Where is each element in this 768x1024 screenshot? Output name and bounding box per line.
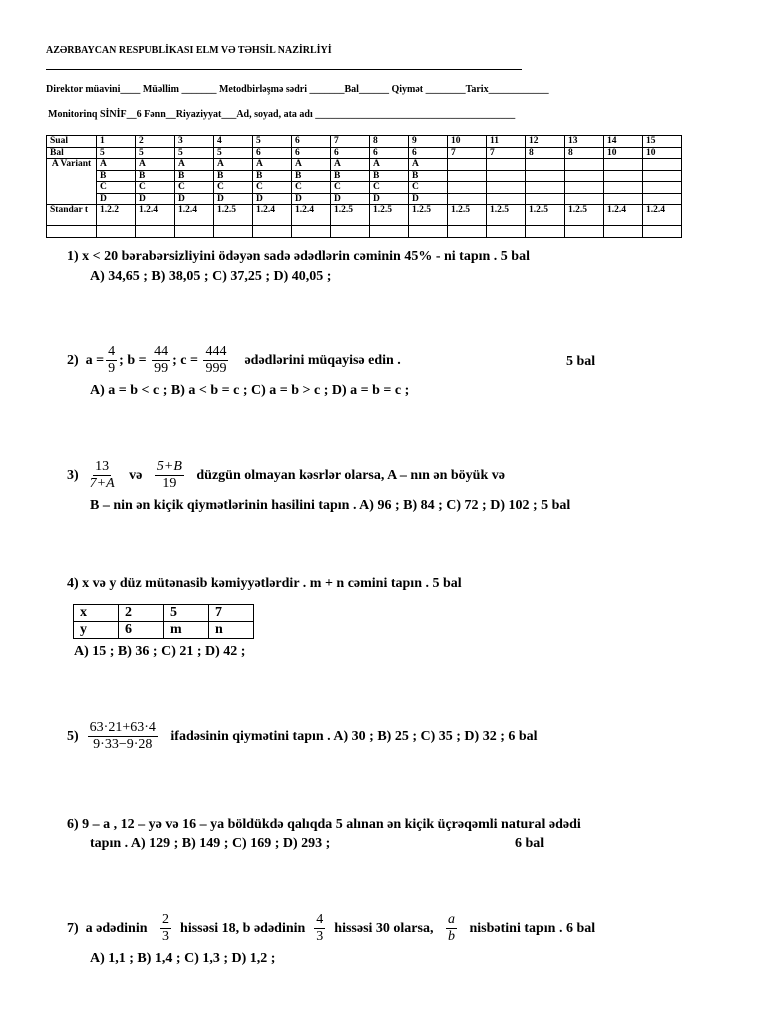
option-cell bbox=[604, 170, 643, 182]
proportion-table bbox=[73, 604, 254, 639]
question-number-cell: 2 bbox=[136, 136, 175, 148]
option-cell: A bbox=[331, 159, 370, 171]
option-cell: D bbox=[253, 193, 292, 205]
denominator: 3 bbox=[316, 929, 324, 944]
option-row bbox=[47, 170, 682, 182]
option-row bbox=[47, 182, 682, 194]
numerator: 63·21+63·4 bbox=[89, 720, 156, 735]
option-cell: A bbox=[292, 159, 331, 171]
option-cell: C bbox=[292, 182, 331, 194]
table-cell: n bbox=[209, 622, 254, 639]
fraction-b bbox=[152, 344, 170, 377]
empty-cell bbox=[214, 226, 253, 238]
option-cell bbox=[565, 159, 604, 171]
denominator: 99 bbox=[154, 361, 169, 376]
option-cell: C bbox=[175, 182, 214, 194]
question-text: düzgün olmayan kəsrlər olarsa, A – nın ən böyük və bbox=[196, 467, 505, 483]
option-cell: B bbox=[253, 170, 292, 182]
option-cell bbox=[487, 193, 526, 205]
option-cell: C bbox=[136, 182, 175, 194]
option-cell bbox=[643, 182, 682, 194]
row-label: Standar t bbox=[47, 205, 97, 226]
option-cell: C bbox=[97, 182, 136, 194]
empty-cell bbox=[604, 226, 643, 238]
header-signatures: Direktor müavini____ Müəllim _______ Metodbirləşmə sədri _______Bal______ Qiymət ________Tarix____________ bbox=[46, 84, 549, 95]
option-cell: A bbox=[214, 159, 253, 171]
empty-cell bbox=[331, 226, 370, 238]
header-student-info: Monitorinq SİNİF__6 Fənn__Riyaziyyat___Ad, soyad, ata adı ________________________________________ bbox=[48, 109, 516, 120]
option-cell: B bbox=[97, 170, 136, 182]
option-cell: D bbox=[175, 193, 214, 205]
table-cell: 5 bbox=[164, 605, 209, 622]
table-row bbox=[74, 605, 254, 622]
fraction-a bbox=[106, 344, 117, 377]
option-cell: D bbox=[331, 193, 370, 205]
header-rule bbox=[46, 69, 522, 70]
empty-cell bbox=[565, 226, 604, 238]
empty-cell bbox=[643, 226, 682, 238]
answer-table bbox=[46, 135, 682, 238]
option-cell: C bbox=[253, 182, 292, 194]
question-number-cell: 12 bbox=[526, 136, 565, 148]
option-cell: A bbox=[409, 159, 448, 171]
score-cell: 8 bbox=[565, 147, 604, 159]
standard-cell: 1.2.5 bbox=[370, 205, 409, 226]
question-2-answers: A) a = b < c ; B) a < b = c ; C) a = b > c ; D) a = b = c ; bbox=[90, 383, 410, 398]
score-cell: 7 bbox=[487, 147, 526, 159]
score-cell: 5 bbox=[136, 147, 175, 159]
option-cell: A bbox=[253, 159, 292, 171]
empty-cell bbox=[253, 226, 292, 238]
standard-cell: 1.2.5 bbox=[214, 205, 253, 226]
score-cell: 6 bbox=[370, 147, 409, 159]
question-6-line2: tapın . A) 129 ; B) 149 ; C) 169 ; D) 293 ; bbox=[90, 836, 331, 851]
table-cell: y bbox=[74, 622, 119, 639]
var-c: ; c = bbox=[172, 352, 198, 368]
option-cell: B bbox=[292, 170, 331, 182]
question-1: 1) x < 20 bərabərsizliyini ödəyən sadə ədədlərin cəminin 45% - ni tapın . 5 bal bbox=[67, 249, 530, 264]
option-cell bbox=[526, 170, 565, 182]
option-cell: C bbox=[214, 182, 253, 194]
score-cell: 6 bbox=[331, 147, 370, 159]
option-cell bbox=[487, 159, 526, 171]
table-cell: x bbox=[74, 605, 119, 622]
question-4-answers: A) 15 ; B) 36 ; C) 21 ; D) 42 ; bbox=[74, 644, 246, 659]
question-text: ədədlərini müqayisə edin . bbox=[244, 352, 401, 368]
option-cell: C bbox=[409, 182, 448, 194]
question-7 bbox=[67, 912, 595, 945]
numerator: 2 bbox=[162, 912, 170, 927]
empty-row bbox=[47, 226, 682, 238]
fraction-1 bbox=[88, 459, 117, 492]
numerator: 4 bbox=[316, 912, 324, 927]
question-6-score: 6 bal bbox=[515, 836, 545, 851]
numerator: 444 bbox=[205, 344, 227, 359]
empty-cell bbox=[487, 226, 526, 238]
conjunction: və bbox=[129, 467, 143, 483]
option-cell: D bbox=[409, 193, 448, 205]
numerator: 44 bbox=[154, 344, 169, 359]
question-number-cell: 11 bbox=[487, 136, 526, 148]
denominator: 3 bbox=[162, 929, 170, 944]
empty-cell bbox=[47, 226, 97, 238]
denominator: 7+A bbox=[89, 476, 115, 491]
denominator: 9 bbox=[108, 361, 116, 376]
row-label: Bal bbox=[47, 147, 97, 159]
option-row bbox=[47, 193, 682, 205]
option-cell: D bbox=[97, 193, 136, 205]
score-cell: 5 bbox=[97, 147, 136, 159]
question-2 bbox=[67, 344, 401, 377]
standard-cell: 1.2.5 bbox=[526, 205, 565, 226]
option-cell bbox=[526, 182, 565, 194]
fraction-1 bbox=[160, 912, 171, 945]
standard-row bbox=[47, 205, 682, 226]
row-label: Sual bbox=[47, 136, 97, 148]
score-cell: 8 bbox=[526, 147, 565, 159]
question-text: ifadəsinin qiymətini tapın . A) 30 ; B) 25 ; C) 35 ; D) 32 ; 6 bal bbox=[170, 728, 538, 744]
standard-cell: 1.2.5 bbox=[409, 205, 448, 226]
fraction-3 bbox=[446, 912, 457, 945]
question-number-cell: 6 bbox=[292, 136, 331, 148]
option-cell bbox=[643, 159, 682, 171]
question-text: a ədədinin bbox=[85, 920, 148, 936]
option-cell: A bbox=[370, 159, 409, 171]
empty-cell bbox=[409, 226, 448, 238]
denominator: 999 bbox=[205, 361, 227, 376]
expression-fraction bbox=[88, 720, 158, 753]
question-1-answers: A) 34,65 ; B) 38,05 ; C) 37,25 ; D) 40,05 ; bbox=[90, 269, 332, 284]
standard-cell: 1.2.2 bbox=[97, 205, 136, 226]
question-2-score: 5 bal bbox=[566, 354, 596, 369]
question-text: hissəsi 30 olarsa, bbox=[334, 920, 434, 936]
question-number-cell: 4 bbox=[214, 136, 253, 148]
question-number-cell: 3 bbox=[175, 136, 214, 148]
score-cell: 5 bbox=[175, 147, 214, 159]
var-a: a = bbox=[85, 352, 105, 368]
score-cell: 6 bbox=[409, 147, 448, 159]
empty-cell bbox=[175, 226, 214, 238]
option-cell bbox=[565, 193, 604, 205]
empty-cell bbox=[526, 226, 565, 238]
empty-cell bbox=[97, 226, 136, 238]
row-label: A Variant bbox=[47, 159, 97, 205]
question-number-cell: 1 bbox=[97, 136, 136, 148]
option-cell: B bbox=[370, 170, 409, 182]
score-cell: 10 bbox=[643, 147, 682, 159]
option-cell: C bbox=[331, 182, 370, 194]
option-cell bbox=[487, 182, 526, 194]
question-number: 5) bbox=[67, 728, 79, 744]
option-cell bbox=[604, 182, 643, 194]
standard-cell: 1.2.5 bbox=[448, 205, 487, 226]
question-number-cell: 15 bbox=[643, 136, 682, 148]
numerator: 4 bbox=[108, 344, 116, 359]
fraction-2 bbox=[314, 912, 325, 945]
option-cell bbox=[448, 170, 487, 182]
option-cell bbox=[565, 170, 604, 182]
option-cell: B bbox=[136, 170, 175, 182]
standard-cell: 1.2.5 bbox=[331, 205, 370, 226]
option-cell bbox=[643, 170, 682, 182]
option-row bbox=[47, 159, 682, 171]
option-cell: D bbox=[292, 193, 331, 205]
question-7-answers: A) 1,1 ; B) 1,4 ; C) 1,3 ; D) 1,2 ; bbox=[90, 951, 276, 966]
option-cell: B bbox=[175, 170, 214, 182]
option-cell bbox=[604, 193, 643, 205]
score-cell: 7 bbox=[448, 147, 487, 159]
standard-cell: 1.2.4 bbox=[136, 205, 175, 226]
question-number-cell: 7 bbox=[331, 136, 370, 148]
score-cell: 5 bbox=[214, 147, 253, 159]
option-cell: B bbox=[331, 170, 370, 182]
fraction-2 bbox=[155, 459, 184, 492]
question-text: nisbətini tapın . 6 bal bbox=[469, 920, 596, 936]
question-6-line1: 6) 9 – a , 12 – yə və 16 – ya böldükdə qalıqda 5 alınan ən kiçik üçrəqəmli natural ədədi bbox=[67, 817, 581, 832]
denominator: b bbox=[447, 929, 455, 944]
option-cell: A bbox=[136, 159, 175, 171]
option-cell: B bbox=[214, 170, 253, 182]
option-cell: A bbox=[175, 159, 214, 171]
score-cell: 6 bbox=[292, 147, 331, 159]
question-3 bbox=[67, 459, 505, 492]
option-cell: D bbox=[370, 193, 409, 205]
option-cell bbox=[448, 182, 487, 194]
score-cell: 10 bbox=[604, 147, 643, 159]
question-number-cell: 8 bbox=[370, 136, 409, 148]
option-cell bbox=[526, 193, 565, 205]
var-b: ; b = bbox=[119, 352, 147, 368]
option-cell bbox=[526, 159, 565, 171]
standard-cell: 1.2.5 bbox=[487, 205, 526, 226]
option-cell: A bbox=[97, 159, 136, 171]
table-cell: 7 bbox=[209, 605, 254, 622]
standard-cell: 1.2.4 bbox=[643, 205, 682, 226]
question-number: 3) bbox=[67, 467, 79, 483]
table-cell: 2 bbox=[119, 605, 164, 622]
numerator: 5+B bbox=[156, 459, 182, 474]
table-cell: m bbox=[164, 622, 209, 639]
table-row bbox=[74, 622, 254, 639]
score-row bbox=[47, 147, 682, 159]
question-text: hissəsi 18, b ədədinin bbox=[180, 920, 306, 936]
option-cell: C bbox=[370, 182, 409, 194]
question-number-cell: 13 bbox=[565, 136, 604, 148]
option-cell bbox=[448, 159, 487, 171]
question-number-cell: 14 bbox=[604, 136, 643, 148]
empty-cell bbox=[370, 226, 409, 238]
question-number: 2) bbox=[67, 352, 79, 368]
option-cell bbox=[565, 182, 604, 194]
standard-cell: 1.2.4 bbox=[604, 205, 643, 226]
fraction-c bbox=[203, 344, 228, 377]
question-number-cell: 9 bbox=[409, 136, 448, 148]
standard-cell: 1.2.4 bbox=[292, 205, 331, 226]
question-number-cell: 5 bbox=[253, 136, 292, 148]
option-cell bbox=[487, 170, 526, 182]
table-cell: 6 bbox=[119, 622, 164, 639]
option-cell bbox=[448, 193, 487, 205]
standard-cell: 1.2.4 bbox=[175, 205, 214, 226]
empty-cell bbox=[136, 226, 175, 238]
option-cell bbox=[643, 193, 682, 205]
standard-cell: 1.2.4 bbox=[253, 205, 292, 226]
question-number-cell: 10 bbox=[448, 136, 487, 148]
option-cell: D bbox=[136, 193, 175, 205]
question-3-line2: B – nin ən kiçik qiymətlərinin hasilini tapın . A) 96 ; B) 84 ; C) 72 ; D) 102 ; 5 bal bbox=[90, 498, 571, 513]
ministry-title: AZƏRBAYCAN RESPUBLİKASI ELM VƏ TƏHSİL NAZİRLİYİ bbox=[46, 45, 332, 56]
question-row bbox=[47, 136, 682, 148]
numerator: a bbox=[447, 912, 455, 927]
denominator: 19 bbox=[162, 476, 177, 491]
question-5 bbox=[67, 720, 538, 753]
numerator: 13 bbox=[95, 459, 110, 474]
option-cell: B bbox=[409, 170, 448, 182]
denominator: 9·33−9·28 bbox=[93, 737, 153, 752]
empty-cell bbox=[292, 226, 331, 238]
question-number: 7) bbox=[67, 920, 79, 936]
question-4: 4) x və y düz mütənasib kəmiyyətlərdir . m + n cəmini tapın . 5 bal bbox=[67, 576, 462, 591]
option-cell: D bbox=[214, 193, 253, 205]
standard-cell: 1.2.5 bbox=[565, 205, 604, 226]
empty-cell bbox=[448, 226, 487, 238]
score-cell: 6 bbox=[253, 147, 292, 159]
option-cell bbox=[604, 159, 643, 171]
